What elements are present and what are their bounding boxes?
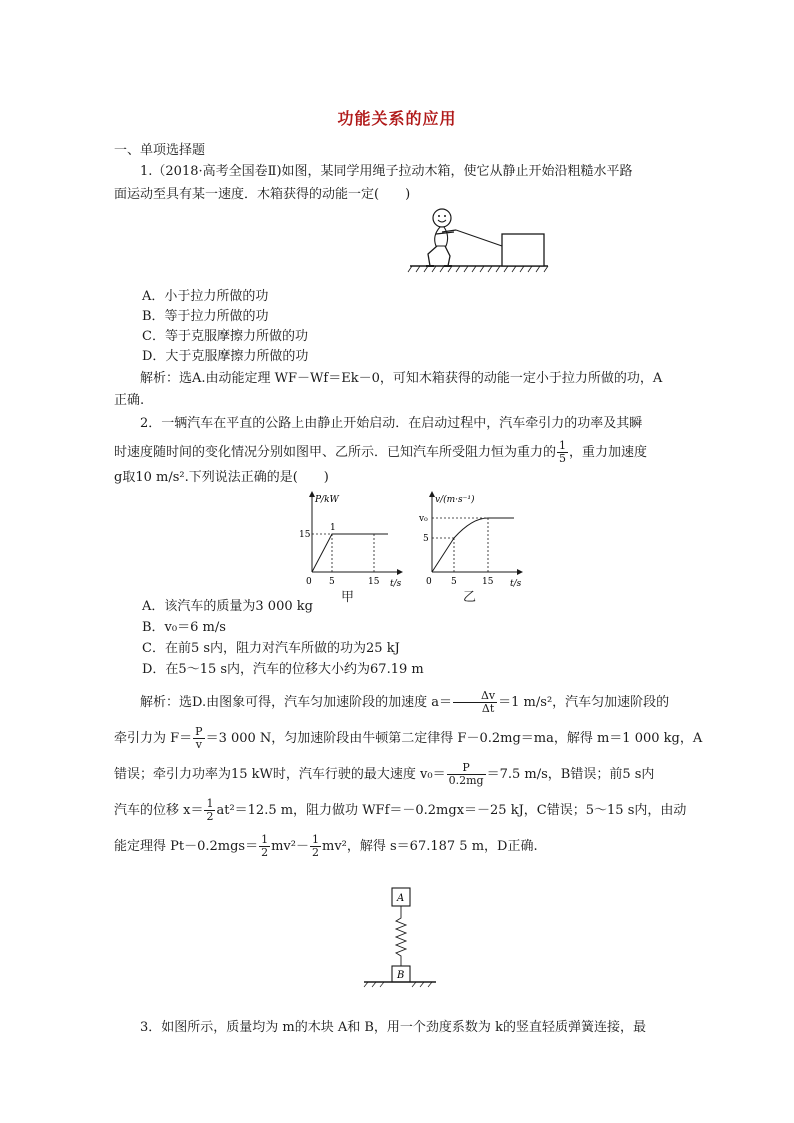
q2-analysis-l3-a: 错误；牵引力功率为15 kW时，汽车行驶的最大速度 v₀＝ — [114, 767, 446, 782]
graph-right-y-tick-5: 5 — [423, 534, 429, 544]
q2-analysis-line5 — [114, 834, 682, 859]
fraction-p-over-v — [193, 726, 204, 751]
q1-option-a: A．小于拉力所做的功 — [142, 289, 269, 304]
page-title: 功能关系的应用 — [337, 109, 457, 128]
q2-option-d: D．在5～15 s内，汽车的位移大小约为67.19 m — [142, 662, 424, 677]
graph-left-caption: 甲 — [341, 590, 355, 605]
frac-num: 1 — [206, 797, 214, 810]
graph-left-x-tick-5: 5 — [329, 577, 335, 587]
frac-num: P — [447, 762, 486, 775]
q2-graph-velocity-vs-time — [416, 490, 526, 600]
q2-analysis-l4-b: at²＝12.5 m，阻力做功 WFf＝－0.2mgx＝－25 kJ，C错误；5～15 s内，由动 — [216, 803, 687, 818]
q1-option-b: B．等于拉力所做的功 — [142, 309, 269, 324]
q2-analysis-l5-c: mv²，解得 s＝67.187 5 m，D正确. — [322, 839, 538, 854]
q1-analysis-line1: 解析：选A.由动能定理 WF－Wf＝Ek－0，可知木箱获得的动能一定小于拉力所做的功，A — [140, 371, 663, 386]
fraction-one-half — [204, 798, 215, 823]
graph-right-y-tick-v0: v₀ — [419, 514, 428, 524]
q2-analysis-line3 — [114, 762, 682, 787]
q2-analysis-l2-b: ＝3 000 N，匀加速阶段由牛顿第二定律得 F－0.2mg＝ma，解得 m＝1 000 kg，A — [205, 731, 703, 746]
q2-analysis-l1-a: 解析：选D.由图象可得，汽车匀加速阶段的加速度 a＝ — [140, 695, 452, 710]
q2-analysis-l4-a: 汽车的位移 x＝ — [114, 803, 204, 818]
graph-left-y-tick-15: 15 — [299, 530, 311, 540]
q1-stem-line2: 面运动至具有某一速度．木箱获得的动能一定( ) — [114, 187, 411, 202]
graph-right-caption: 乙 — [463, 590, 477, 605]
q2-analysis-l5-a: 能定理得 Pt－0.2mgs＝ — [114, 839, 259, 854]
fraction-p-over-0.2mg — [447, 762, 486, 787]
q2-option-c: C．在前5 s内，阻力对汽车所做的功为25 kJ — [142, 641, 400, 656]
q2-option-a: A．该汽车的质量为3 000 kg — [142, 599, 313, 614]
q2-stem-line1: 2．一辆汽车在平直的公路上由静止开始启动．在启动过程中，汽车牵引力的功率及其瞬 — [140, 416, 643, 431]
fraction-one-fifth — [557, 440, 568, 465]
graph-left-x-label: t/s — [390, 579, 402, 589]
q2-graph-power-vs-time — [296, 490, 406, 600]
frac-num: P — [195, 725, 203, 738]
graph-right-x-tick-15: 15 — [482, 577, 494, 587]
q2-analysis-l5-b: mv²－ — [271, 839, 309, 854]
frac-num: 1 — [559, 439, 567, 452]
q2-stem-line2 — [114, 440, 682, 465]
frac-num: 1 — [312, 833, 319, 846]
frac-den: v — [195, 738, 202, 751]
q2-option-b: B．v₀＝6 m/s — [142, 620, 226, 635]
q2-analysis-line1 — [114, 690, 682, 715]
q1-stem-line1: 1.（2018·高考全国卷Ⅱ)如图，某同学用绳子拉动木箱，使它从静止开始沿粗糙水平路 — [140, 164, 633, 179]
frac-num: Δv — [453, 690, 497, 703]
q1-analysis-line2: 正确. — [114, 393, 145, 408]
frac-den: 5 — [559, 452, 567, 465]
frac-den: 2 — [312, 846, 319, 859]
block-b-label: B — [397, 970, 405, 981]
graph-left-marker: 1 — [330, 523, 336, 533]
graph-left-y-label: P/kW — [315, 495, 339, 505]
frac-den: 0.2mg — [448, 774, 484, 787]
graph-right-y-label: v/(m·s⁻¹) — [435, 495, 475, 505]
frac-den: 2 — [261, 846, 269, 859]
frac-den: 2 — [206, 810, 214, 823]
frac-den: Δt — [481, 702, 495, 715]
graph-right-x-tick-5: 5 — [451, 577, 457, 587]
graph-right-x-tick-0: 0 — [426, 577, 432, 587]
q1-figure-person-pulling-box — [406, 206, 556, 274]
block-a-label: A — [397, 893, 405, 904]
q2-stem-line2-b: ，重力加速度 — [569, 445, 648, 460]
q2-stem-line2-a: 时速度随时间的变化情况分别如图甲、乙所示．已知汽车所受阻力恒为重力的 — [114, 445, 557, 460]
q3-stem-line1: 3．如图所示，质量均为 m的木块 A和 B，用一个劲度系数为 k的竖直轻质弹簧连接，最 — [140, 1020, 646, 1035]
q2-analysis-l2-a: 牵引力为 F＝ — [114, 731, 193, 746]
q2-analysis-line4 — [114, 797, 687, 823]
graph-left-x-tick-15: 15 — [368, 577, 380, 587]
q2-stem-line3: g取10 m/s².下列说法正确的是( ) — [114, 470, 329, 485]
graph-right-x-label: t/s — [510, 579, 522, 589]
section-heading: 一、单项选择题 — [114, 143, 206, 158]
fraction-delta-v-over-delta-t — [453, 690, 497, 715]
fraction-one-half — [259, 834, 270, 859]
q2-analysis-l1-b: ＝1 m/s²，汽车匀加速阶段的 — [498, 695, 670, 710]
q3-figure-spring-blocks — [360, 884, 440, 988]
q1-option-d: D．大于克服摩擦力所做的功 — [142, 349, 309, 364]
q2-analysis-line2 — [114, 725, 703, 751]
q1-option-c: C．等于克服摩擦力所做的功 — [142, 329, 308, 344]
graph-left-x-tick-0: 0 — [306, 577, 312, 587]
frac-num: 1 — [261, 833, 269, 846]
fraction-one-half — [310, 834, 321, 859]
q2-analysis-l3-b: ＝7.5 m/s，B错误；前5 s内 — [486, 767, 655, 782]
